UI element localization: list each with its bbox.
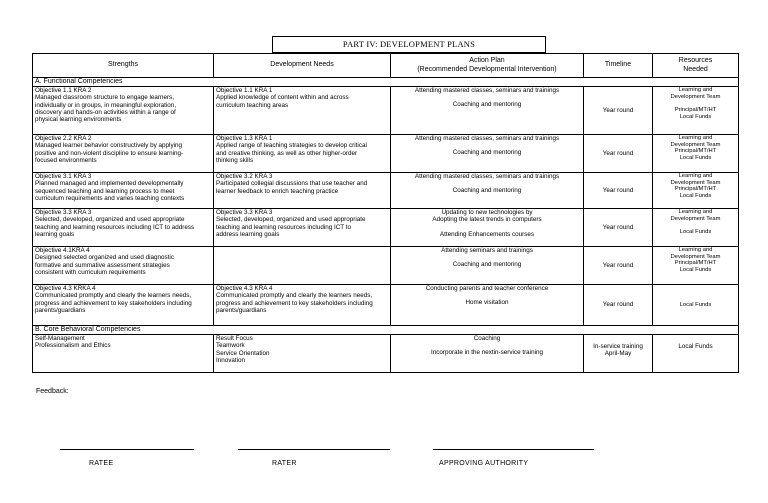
rater-signature-line (238, 449, 390, 450)
cell-line: Learning and (678, 209, 713, 215)
cell-line: Learning and (678, 247, 713, 253)
cell-line: Local Funds (679, 113, 712, 120)
cell-line: consistent with curriculum requirements (35, 268, 146, 276)
cell-line: Principal/MT/HT (674, 148, 717, 155)
timeline-cell (584, 285, 653, 326)
cell-line: address learning goals (216, 230, 280, 238)
rater-label: RATER (272, 460, 297, 467)
cell-line: Objective 3.3 KRA 3 (216, 209, 273, 216)
strengths-cell (33, 87, 214, 135)
action-plan-cell (391, 247, 584, 285)
cell-line: sequenced teaching and learning process to meet (35, 187, 175, 195)
header-strengths: Strengths (33, 54, 214, 78)
timeline-cell (584, 247, 653, 285)
cell-line: Coaching and mentoring (452, 149, 522, 157)
approving-authority-label: APPROVING AUTHORITY (439, 460, 529, 467)
table-row (33, 335, 739, 373)
cell-line: thinking skills (216, 156, 254, 164)
cell-line: Coaching (473, 335, 501, 342)
cell-line: progress and achievement to key stakeholders including (216, 299, 373, 307)
cell-line: Conducting parents and teacher conference (425, 285, 549, 292)
cell-line: Objective 1.1 KRA 2 (35, 87, 92, 94)
cell-line: Objective 1.3 KRA 1 (216, 135, 273, 142)
cell-line: Objective 3.3 KRA 3 (35, 209, 92, 216)
ratee-label: RATEE (89, 460, 114, 467)
cell-line: Learning and (678, 87, 713, 93)
timeline-cell (584, 173, 653, 209)
cell-line (393, 180, 581, 187)
development-plan-table (32, 53, 739, 373)
cell-line: teaching and learning resources including ICT to (216, 223, 351, 231)
cell-line: Attending seminars and trainings (441, 247, 533, 254)
cell-line: learner feedback to enrich teaching practice (216, 187, 339, 195)
section-functional-competencies: A. Functional Competencies (33, 78, 739, 87)
action-plan-cell (391, 335, 584, 373)
cell-line: Local Funds (679, 301, 712, 308)
header-timeline: Timeline (584, 54, 653, 78)
resources-cell (653, 335, 739, 373)
cell-line: Planned managed and implemented developmentally (35, 180, 184, 188)
resources-cell (653, 173, 739, 209)
table-row (33, 285, 739, 326)
cell-line: Local Funds (678, 343, 713, 350)
cell-line (393, 254, 581, 261)
timeline-text: Year round (602, 223, 634, 231)
strengths-cell (33, 135, 214, 173)
cell-line: Coaching and mentoring (452, 261, 522, 269)
cell-line: In-service training (593, 343, 643, 350)
cell-line: Participated collegial discussions that use teacher and (216, 180, 368, 188)
table-row (33, 209, 739, 247)
section-core-behavioral-competencies (33, 326, 739, 335)
action-plan-cell (391, 173, 584, 209)
cell-line: curriculum teaching areas (216, 101, 289, 109)
cell-line: individually or in groups, in meaningful exploration, (35, 101, 177, 109)
strengths-cell (33, 285, 214, 326)
feedback-label: Feedback: (36, 388, 69, 395)
cell-line: Local Funds (679, 154, 712, 161)
cell-line: Managed classroom structure to engage learners, (35, 94, 174, 102)
development-needs-cell (214, 135, 391, 173)
development-needs-cell (214, 209, 391, 247)
resources-cell (653, 87, 739, 135)
cell-line: progress and achievement to key stakeholders including (35, 299, 192, 307)
cell-line: Updating to new technologies by (441, 209, 533, 216)
cell-line: Development Team (670, 141, 721, 148)
cell-line: Objective 4.3 KRA 4 (216, 285, 273, 292)
cell-line: Attending Enhancements courses (439, 230, 535, 238)
cell-line: Communicated promptly and clearly the learners needs, (216, 292, 373, 300)
authority-signature-line (433, 449, 594, 450)
action-plan-cell (391, 209, 584, 247)
cell-line: Adopting the latest trends in computers (432, 216, 542, 224)
cell-line (655, 100, 736, 107)
cell-line: Principal/MT/HT (674, 107, 717, 114)
cell-line: Principal/MT/HT (674, 186, 717, 193)
strengths-cell (33, 335, 214, 373)
resources-cell (653, 135, 739, 173)
cell-line: positive and non-violent discipline to ensure learning- (35, 149, 184, 157)
cell-line (393, 342, 581, 349)
cell-line: Communicated promptly and clearly the learners needs, (35, 292, 192, 300)
cell-line: Attending mastered classes, seminars and trainings (414, 173, 560, 180)
timeline-cell (584, 135, 653, 173)
cell-line (393, 224, 581, 231)
header-action-plan: Action Plan (Recommended Developmental Intervention) (391, 54, 584, 78)
cell-line: teaching and learning resources including ICT to address (35, 223, 195, 231)
action-plan-cell (391, 135, 584, 173)
strengths-cell (33, 247, 214, 285)
cell-line: curriculum requirements and varies teaching contexts (35, 194, 185, 202)
cell-line: Attending mastered classes, seminars and trainings (414, 135, 560, 142)
page-title: PART IV: DEVELOPMENT PLANS (272, 36, 546, 53)
timeline-text: Year round (602, 186, 634, 194)
cell-line: Objective 4.1KRA 4 (35, 247, 90, 254)
cell-line (393, 94, 581, 101)
header-row (33, 54, 739, 78)
cell-line: Result Focus (216, 335, 253, 342)
cell-line: Incorporate in the nextin-service training (430, 349, 543, 357)
resources-cell (653, 209, 739, 247)
cell-line: Applied knowledge of content within and across (216, 94, 349, 102)
cell-line: Selected, developed, organized and used appropriate (216, 216, 366, 224)
timeline-text: Year round (602, 261, 634, 269)
cell-line: Objective 3.2 KRA 3 (216, 173, 273, 180)
cell-line: Development Team (670, 179, 721, 186)
cell-line: and creative thinking, as well as other higher-order (216, 149, 358, 157)
timeline-cell (584, 87, 653, 135)
action-plan-cell (391, 285, 584, 326)
cell-line: Objective 4.3 KRKA 4 (35, 285, 96, 292)
cell-line: Learning and (678, 135, 713, 141)
table-row (33, 247, 739, 285)
cell-line: focused environments (35, 156, 97, 164)
development-needs-cell (214, 335, 391, 373)
cell-line: Managed learner behavior constructively by applying (35, 142, 183, 150)
ratee-signature-line (60, 449, 194, 450)
cell-line: Objective 3.1 KRA 3 (35, 173, 92, 180)
cell-line: parents/guardians (35, 306, 86, 314)
cell-line: Service Orientation (216, 349, 270, 357)
cell-line: Professionalism and Ethics (35, 342, 111, 350)
cell-line: Coaching and mentoring (452, 187, 522, 195)
cell-line: Innovation (216, 356, 246, 364)
cell-line: Coaching and mentoring (452, 101, 522, 109)
cell-line: Applied range of teaching strategies to develop critical (216, 142, 367, 150)
cell-line: Teamwork (216, 342, 245, 350)
cell-line: Home visitation (465, 299, 509, 307)
cell-line (393, 142, 581, 149)
cell-line: Local Funds (679, 192, 712, 199)
cell-line: Development Team (670, 253, 721, 260)
timeline-text: Year round (602, 301, 634, 309)
table-row (33, 135, 739, 173)
cell-line: Learning and (678, 173, 713, 179)
cell-line: Objective 2.2 KRA 2 (35, 135, 92, 142)
cell-line: Self-Management (35, 335, 85, 342)
resources-cell (653, 285, 739, 326)
cell-line: Development Team (670, 93, 721, 100)
cell-line (393, 292, 581, 299)
cell-line: Attending mastered classes, seminars and trainings (414, 87, 560, 94)
cell-line: Designed selected organized and used diagnostic (35, 254, 174, 262)
cell-line: learning goals (35, 230, 75, 238)
strengths-cell (33, 209, 214, 247)
header-development-needs: Development Needs (214, 54, 391, 78)
table-row (33, 173, 739, 209)
resources-cell (653, 247, 739, 285)
timeline-cell (584, 335, 653, 373)
cell-line: April-May (604, 350, 632, 358)
cell-line: Local Funds (679, 229, 712, 236)
cell-line (655, 222, 736, 229)
cell-line: Selected, developed, organized and used appropriate (35, 216, 185, 224)
cell-line: Local Funds (679, 266, 712, 273)
development-needs-cell (214, 173, 391, 209)
section-b-label: B. Core Behavioral Competencies (33, 326, 739, 335)
development-needs-cell (214, 87, 391, 135)
timeline-text: Year round (602, 106, 634, 114)
cell-line: Development Team (670, 215, 721, 222)
header-resources: Resources Needed (653, 54, 739, 78)
cell-line: formative and summative assessment strategies (35, 261, 170, 269)
cell-line: Objective 1.1 KRA 1 (216, 87, 273, 94)
cell-line: discovery and hands-on activities within a range of (35, 108, 176, 116)
cell-line: physical learning environments (35, 116, 122, 124)
cell-line: Principal/MT/HT (674, 260, 717, 267)
table-row (33, 87, 739, 135)
cell-line: parents/guardians (216, 306, 267, 314)
development-needs-cell (214, 285, 391, 326)
timeline-cell (584, 209, 653, 247)
development-needs-cell (214, 247, 391, 285)
strengths-cell (33, 173, 214, 209)
timeline-text: Year round (602, 149, 634, 157)
action-plan-cell (391, 87, 584, 135)
